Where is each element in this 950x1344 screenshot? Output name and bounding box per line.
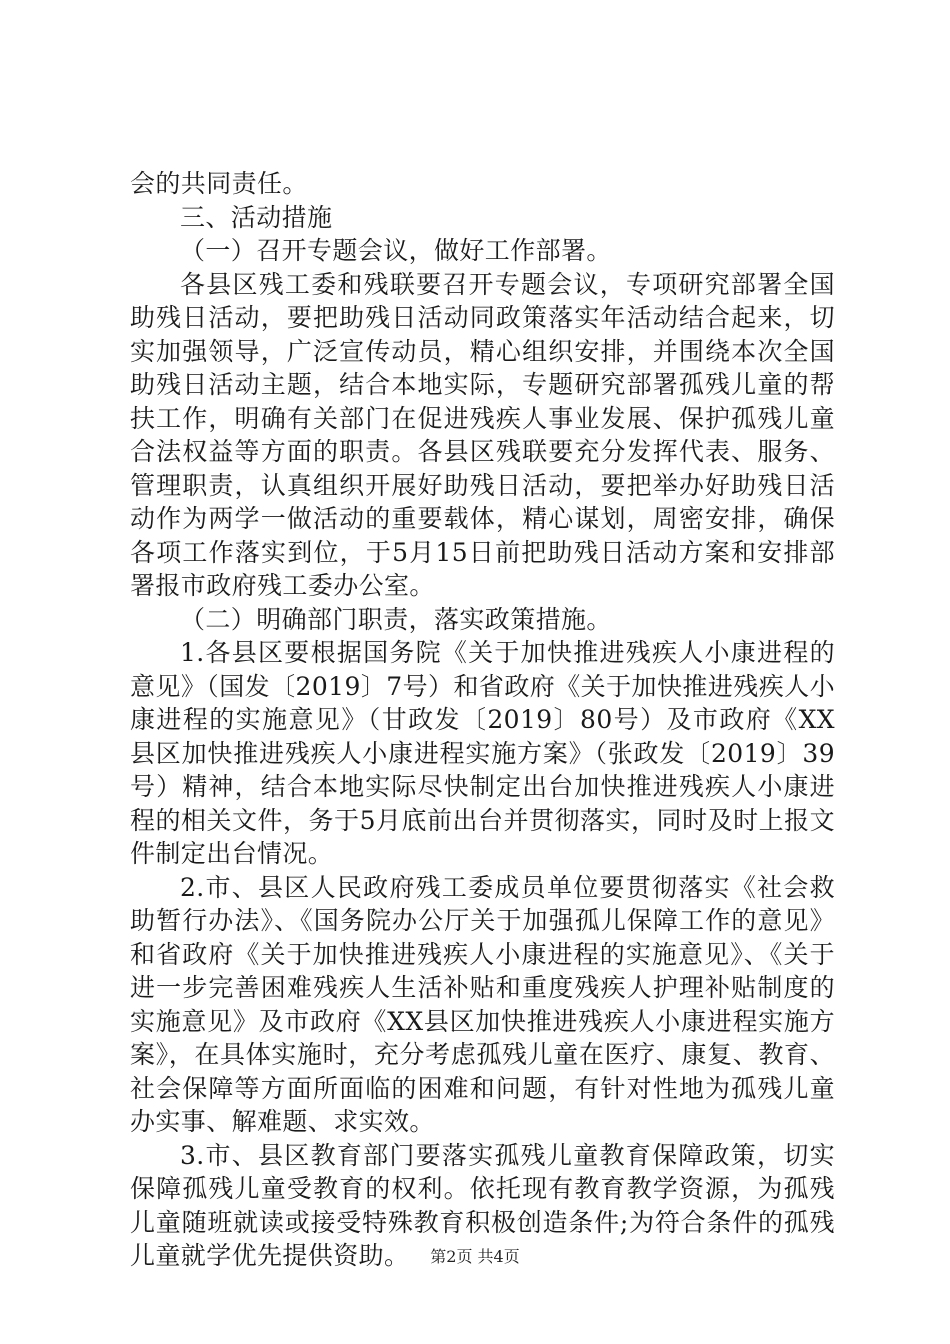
subheading-responsibilities: （二）明确部门职责，落实政策措施。 [180,604,612,634]
paragraph-meeting-body: 各县区残工委和残联要召开专题会议，专项研究部署全国助残日活动，要把助残日活动同政策落实年活动结合起来，切实加强领导，广泛宣传动员，精心组织安排，并围绕本次全国助残日活动主题，结合本地实际，专题研究部署孤残儿童的帮扶工作，明确有关部门在促进残疾人事业发展、保护孤残儿童合法权益等方面的职责。各县区残联要充分发挥代表、服务、管理职责，认真组织开展好助残日活动，要把举办好助残日活动作为两学一做活动的重要载体，精心谋划，周密安排，确保各项工作落实到位，于5月15日前把助残日活动方案和安排部署报市政府残工委办公室。 [130,269,835,600]
paragraph-item-1: 1.各县区要根据国务院《关于加快推进残疾人小康进程的意见》（国发〔2019〕7号）和省政府《关于加快推进残疾人小康进程的实施意见》（甘政发〔2019〕80号）及市政府《XX县区加快推进残疾人小康进程实施方案》（张政发〔2019〕39号）精神，结合本地实际尽快制定出台加快推进残疾人小康进程的相关文件，务于5月底前出台并贯彻落实，同时及时上报文件制定出台情况。 [130,638,835,868]
paragraph-item-3: 3.市、县区教育部门要落实孤残儿童教育保障政策，切实保障孤残儿童受教育的权利。依托现有教育教学资源，为孤残儿童随班就读或接受特殊教育积极创造条件;为符合条件的孤残儿童就学优先提供资助。 [130,1140,835,1270]
section-heading-activity-measures: 三、活动措施 [180,202,333,232]
paragraph-item-2: 2.市、县区人民政府残工委成员单位要贯彻落实《社会救助暂行办法》、《国务院办公厅关于加强孤儿保障工作的意见》和省政府《关于加快推进残疾人小康进程的实施意见》、《关于进一步完善困难残疾人生活补贴和重度残疾人护理补贴制度的实施意见》及市政府《XX县区加快推进残疾人小康进程实施方案》，在具体实施时，充分考虑孤残儿童在医疗、康复、教育、社会保障等方面所面临的困难和问题，有针对性地为孤残儿童办实事、解难题、求实效。 [130,872,835,1136]
page-number-footer: 第2页 共4页 [430,1247,520,1266]
document-body [130,167,835,1273]
paragraph-continuation: 会的共同责任。 [130,169,308,198]
subheading-meeting: （一）召开专题会议，做好工作部署。 [180,236,612,265]
